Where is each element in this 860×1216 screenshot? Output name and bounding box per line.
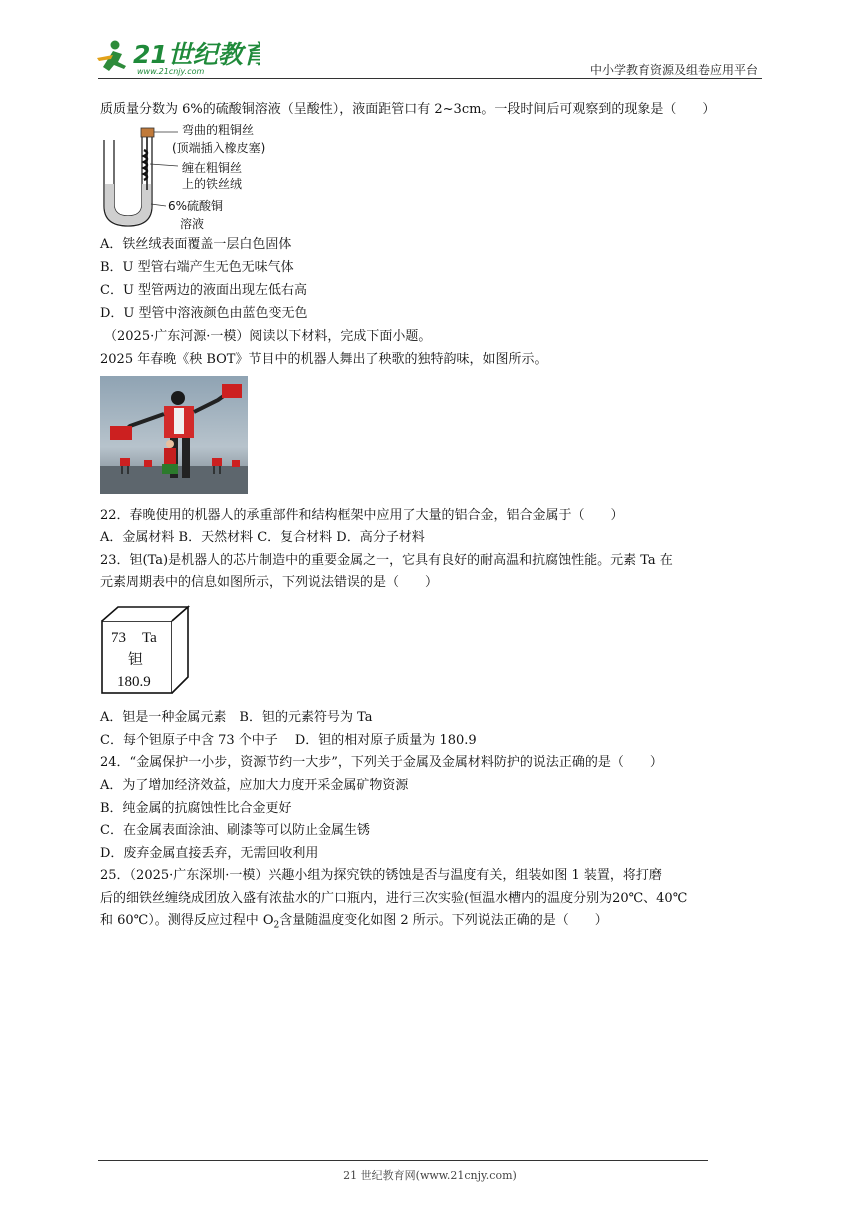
passage-text: 2025 年春晚《秧 BOT》节目中的机器人舞出了秧歌的独特韵味，如图所示。 — [100, 352, 548, 367]
logo-url: www.21cnjy.com — [137, 67, 205, 76]
element-name: 钽 — [128, 652, 144, 668]
q25-line2: 后的细铁丝缠绕成团放入盛有浓盐水的广口瓶内，进行三次实验(恒温水槽内的温度分别为20℃、40℃ — [100, 891, 688, 906]
q23-options-cd: C．每个钽原子中含 73 个中子 D．钽的相对原子质量为 180.9 — [100, 733, 477, 748]
q21-option-d: D．U 型管中溶液颜色由蓝色变无色 — [100, 306, 308, 321]
label-stopper-note: (顶端插入橡皮塞) — [172, 141, 266, 155]
element-mass: 180.9 — [117, 674, 151, 690]
element-symbol: Ta — [142, 630, 157, 646]
q21-option-b: B．U 型管右端产生无色无味气体 — [100, 260, 294, 275]
q24-stem: 24．“金属保护一小步，资源节约一大步”，下列关于金属及金属材料防护的说法正确的是（ ） — [100, 755, 663, 770]
q24-option-a: A．为了增加经济效益，应加大力度开采金属矿物资源 — [100, 778, 409, 793]
logo-text: 21世纪教育 — [133, 40, 260, 69]
q24-option-d: D．废弃金属直接丢弃，无需回收利用 — [100, 846, 319, 861]
footer-link[interactable]: 21 世纪教育网(www.21cnjy.com) — [343, 1169, 517, 1182]
q25-line3-b: 含量随温度变化如图 2 所示。下列说法正确的是（ ） — [279, 913, 608, 928]
passage-source: （2025·广东河源·一模）阅读以下材料，完成下面小题。 — [104, 329, 432, 344]
label-steel-wool: 上的铁丝绒 — [182, 177, 243, 191]
o2-subscript: 2 — [273, 920, 280, 931]
header-platform-text: 中小学教育资源及组卷应用平台 — [589, 63, 758, 77]
robot-photo — [100, 376, 248, 494]
q23-stem-line1: 23．钽(Ta)是机器人的芯片制造中的重要金属之一，它具有良好的耐高温和抗腐蚀性能。元素 Ta 在 — [100, 553, 673, 568]
q25-line3 — [100, 912, 608, 935]
site-logo — [95, 36, 260, 78]
q25-line1: 25．（2025·广东深圳·一模）兴趣小组为探究铁的锈蚀是否与温度有关，组装如图 1 装置，将打磨 — [100, 868, 662, 883]
q21-option-c: C．U 型管两边的液面出现左低右高 — [100, 283, 308, 298]
label-copper-wire: 弯曲的粗铜丝 — [182, 124, 255, 137]
q23-stem-line2: 元素周期表中的信息如图所示，下列说法错误的是（ ） — [100, 575, 439, 590]
q21-option-a: A．铁丝绒表面覆盖一层白色固体 — [100, 237, 292, 252]
utube-diagram — [100, 124, 280, 234]
q21-intro-line: 质质量分数为 6%的硫酸铜溶液（呈酸性），液面距管口有 2~3cm。一段时间后可观察到的现象是（ ） — [100, 102, 716, 117]
footer-divider — [98, 1160, 708, 1161]
header-divider — [98, 78, 762, 79]
q24-option-b: B．纯金属的抗腐蚀性比合金更好 — [100, 801, 292, 816]
q22-stem: 22．春晚使用的机器人的承重部件和结构框架中应用了大量的铝合金，铝合金属于（ ） — [100, 508, 624, 523]
q23-options-ab: A．钽是一种金属元素 B．钽的元素符号为 Ta — [100, 710, 373, 725]
label-solution: 溶液 — [180, 217, 205, 231]
element-tile-ta — [100, 605, 192, 697]
label-wrapped: 缠在粗铜丝 — [182, 161, 243, 175]
label-cuso4: 6%硫酸铜 — [168, 199, 224, 213]
q25-line3-a: 和 60℃）。测得反应过程中 O — [100, 913, 274, 928]
q24-option-c: C．在金属表面涂油、刷漆等可以防止金属生锈 — [100, 823, 370, 838]
q22-options: A．金属材料 B．天然材料 C．复合材料 D．高分子材料 — [100, 530, 425, 545]
element-number: 73 — [111, 630, 126, 646]
